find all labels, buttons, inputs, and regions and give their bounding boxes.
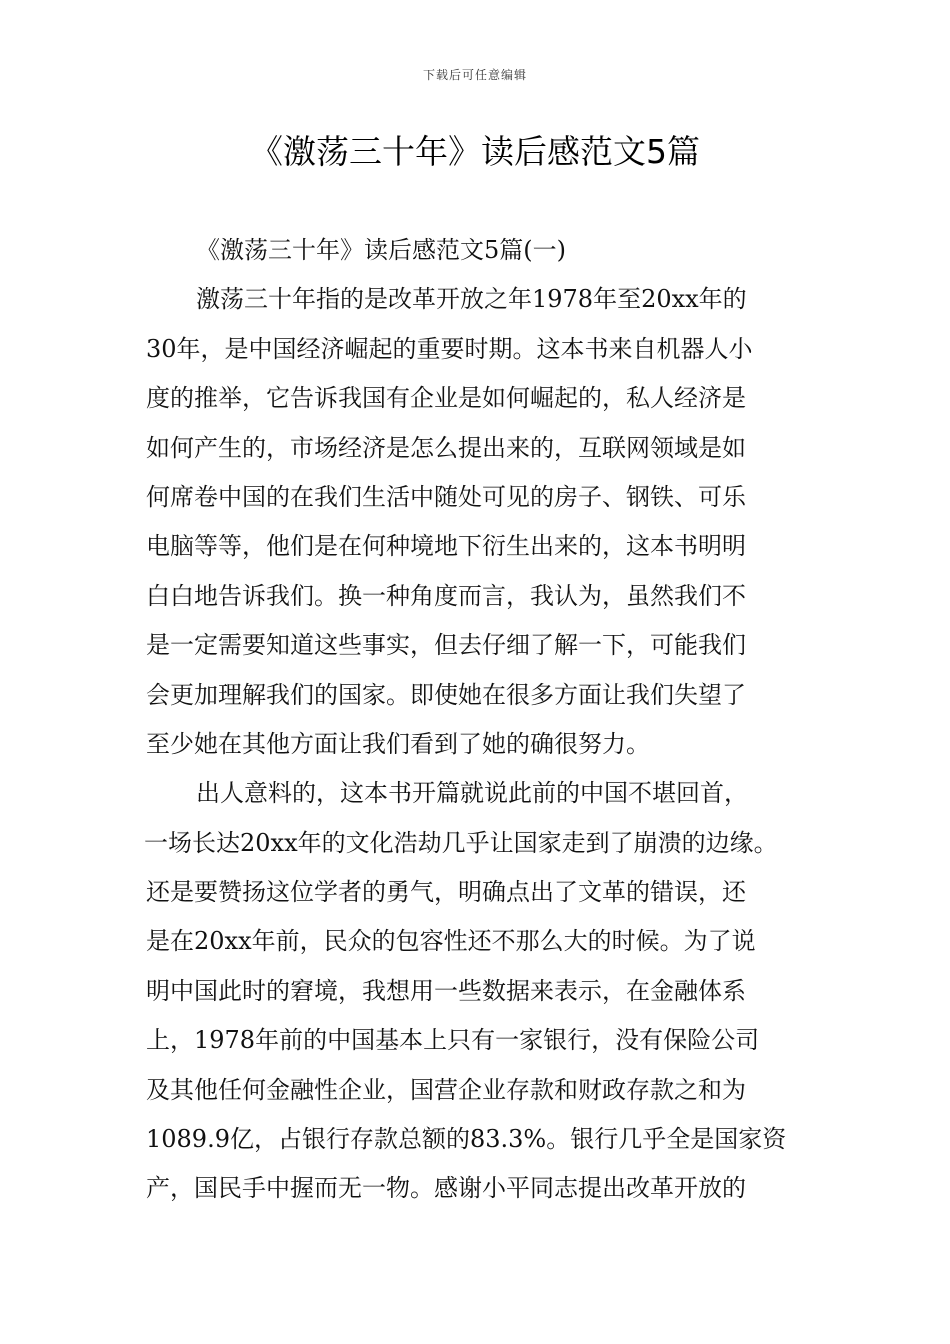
paragraph-line: 还是要赞扬这位学者的勇气，明确点出了文革的错误，还 xyxy=(146,878,746,907)
paragraph-line: 如何产生的，市场经济是怎么提出来的，互联网领域是如 xyxy=(146,433,746,462)
paragraph-line: 会更加理解我们的国家。即使她在很多方面让我们失望了 xyxy=(146,680,746,709)
paragraph-line: 30年，是中国经济崛起的重要时期。这本书来自机器人小 xyxy=(146,334,753,363)
paragraph-line: 出人意料的，这本书开篇就说此前的中国不堪回首， xyxy=(196,779,748,808)
paragraph-line: 上，1978年前的中国基本上只有一家银行，没有保险公司 xyxy=(146,1026,760,1055)
section-heading: 《激荡三十年》读后感范文5篇(一) xyxy=(196,236,566,264)
paragraph-line: 白白地告诉我们。换一种角度而言，我认为，虽然我们不 xyxy=(146,581,746,610)
paragraph-line: 是一定需要知道这些事实，但去仔细了解一下，可能我们 xyxy=(146,631,746,660)
paragraph-line: 及其他任何金融性企业，国营企业存款和财政存款之和为 xyxy=(146,1075,746,1104)
document-title: 《激荡三十年》读后感范文5篇 xyxy=(250,132,700,171)
header-note: 下载后可任意编辑 xyxy=(422,68,527,82)
document-body xyxy=(146,226,816,1214)
paragraph-line: 何席卷中国的在我们生活中随处可见的房子、钢铁、可乐 xyxy=(146,482,746,511)
paragraph-line: 一场长达20xx年的文化浩劫几乎让国家走到了崩溃的边缘。 xyxy=(144,828,778,857)
paragraph-line: 度的推举，它告诉我国有企业是如何崛起的，私人经济是 xyxy=(146,384,746,413)
paragraph-line: 激荡三十年指的是改革开放之年1978年至20xx年的 xyxy=(196,285,747,314)
paragraph-line: 是在20xx年前，民众的包容性还不那么大的时候。为了说 xyxy=(146,927,756,956)
paragraph-line: 1089.9亿，占银行存款总额的83.3%。银行几乎全是国家资 xyxy=(146,1125,787,1154)
paragraph-line: 电脑等等，他们是在何种境地下衍生出来的，这本书明明 xyxy=(146,532,746,561)
paragraph-line: 至少她在其他方面让我们看到了她的确很努力。 xyxy=(146,729,650,758)
paragraph-line: 产，国民手中握而无一物。感谢小平同志提出改革开放的 xyxy=(146,1174,746,1203)
paragraph-line: 明中国此时的窘境，我想用一些数据来表示，在金融体系 xyxy=(146,976,746,1005)
